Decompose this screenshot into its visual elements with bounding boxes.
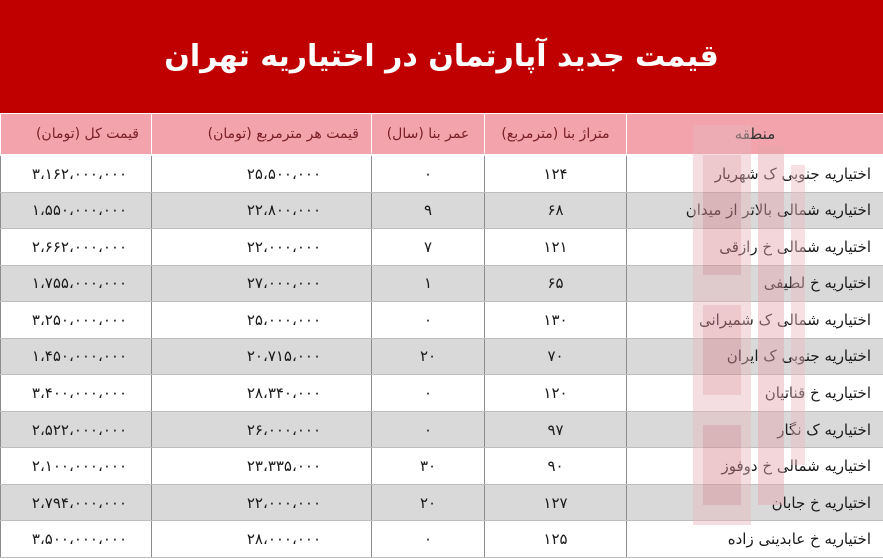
table-row xyxy=(1,484,883,521)
cell-area: ۱۲۷ xyxy=(485,484,627,521)
table-row xyxy=(1,338,883,375)
cell-region: اختیاریه جنوبی ک ایران xyxy=(627,338,883,375)
table-row xyxy=(1,521,883,558)
cell-region: اختیاریه خ لطیفی xyxy=(627,265,883,302)
cell-area: ۶۵ xyxy=(485,265,627,302)
cell-age: ۰ xyxy=(372,302,485,339)
table-row xyxy=(1,192,883,229)
cell-total-price: ۱،۵۵۰،۰۰۰،۰۰۰ xyxy=(1,192,152,229)
cell-age: ۲۰ xyxy=(372,338,485,375)
cell-price-per-meter: ۲۷،۰۰۰،۰۰۰ xyxy=(152,265,372,302)
table-row xyxy=(1,448,883,485)
table-row xyxy=(1,302,883,339)
cell-total-price: ۱،۷۵۵،۰۰۰،۰۰۰ xyxy=(1,265,152,302)
table-header-row xyxy=(1,114,883,156)
page-title: قیمت جدید آپارتمان در اختیاریه تهران xyxy=(164,39,719,74)
cell-price-per-meter: ۲۲،۰۰۰،۰۰۰ xyxy=(152,484,372,521)
cell-age: ۰ xyxy=(372,155,485,192)
cell-price-per-meter: ۲۰،۷۱۵،۰۰۰ xyxy=(152,338,372,375)
cell-price-per-meter: ۲۵،۵۰۰،۰۰۰ xyxy=(152,155,372,192)
cell-age: ۰ xyxy=(372,521,485,558)
header-total-price: قیمت کل (تومان) xyxy=(1,114,152,156)
cell-total-price: ۲،۵۲۲،۰۰۰،۰۰۰ xyxy=(1,411,152,448)
cell-total-price: ۲،۶۶۲،۰۰۰،۰۰۰ xyxy=(1,229,152,266)
header-region: منطقه xyxy=(627,114,883,156)
cell-price-per-meter: ۲۸،۳۴۰،۰۰۰ xyxy=(152,375,372,412)
table-row xyxy=(1,155,883,192)
cell-total-price: ۳،۵۰۰،۰۰۰،۰۰۰ xyxy=(1,521,152,558)
cell-price-per-meter: ۲۲،۸۰۰،۰۰۰ xyxy=(152,192,372,229)
cell-region: اختیاریه خ جابان xyxy=(627,484,883,521)
header-area: متراژ بنا (مترمربع) xyxy=(485,114,627,156)
cell-region: اختیاریه شمالی خ دوفوز xyxy=(627,448,883,485)
cell-total-price: ۳،۲۵۰،۰۰۰،۰۰۰ xyxy=(1,302,152,339)
cell-region: اختیاریه جنوبی ک شهریار xyxy=(627,155,883,192)
cell-price-per-meter: ۲۵،۰۰۰،۰۰۰ xyxy=(152,302,372,339)
cell-region: اختیاریه خ عابدینی زاده xyxy=(627,521,883,558)
cell-age: ۰ xyxy=(372,411,485,448)
cell-region: اختیاریه شمالی خ رازقی xyxy=(627,229,883,266)
cell-age: ۳۰ xyxy=(372,448,485,485)
cell-price-per-meter: ۲۶،۰۰۰،۰۰۰ xyxy=(152,411,372,448)
table-row xyxy=(1,265,883,302)
cell-price-per-meter: ۲۲،۰۰۰،۰۰۰ xyxy=(152,229,372,266)
cell-region: اختیاریه شمالی ک شمیرانی xyxy=(627,302,883,339)
cell-age: ۷ xyxy=(372,229,485,266)
price-table xyxy=(0,113,883,558)
cell-age: ۱ xyxy=(372,265,485,302)
table-row xyxy=(1,229,883,266)
cell-age: ۲۰ xyxy=(372,484,485,521)
cell-region: اختیاریه شمالی بالاتر از میدان xyxy=(627,192,883,229)
cell-area: ۹۷ xyxy=(485,411,627,448)
cell-area: ۱۲۱ xyxy=(485,229,627,266)
title-bar xyxy=(0,0,883,113)
cell-total-price: ۲،۱۰۰،۰۰۰،۰۰۰ xyxy=(1,448,152,485)
table-row xyxy=(1,411,883,448)
cell-price-per-meter: ۲۸،۰۰۰،۰۰۰ xyxy=(152,521,372,558)
cell-age: ۰ xyxy=(372,375,485,412)
cell-region: اختیاریه ک نگار xyxy=(627,411,883,448)
header-price-per-meter: قیمت هر مترمربع (تومان) xyxy=(152,114,372,156)
cell-total-price: ۲،۷۹۴،۰۰۰،۰۰۰ xyxy=(1,484,152,521)
cell-area: ۱۲۵ xyxy=(485,521,627,558)
cell-region: اختیاریه خ قناتیان xyxy=(627,375,883,412)
cell-total-price: ۳،۴۰۰،۰۰۰،۰۰۰ xyxy=(1,375,152,412)
cell-age: ۹ xyxy=(372,192,485,229)
cell-area: ۱۲۴ xyxy=(485,155,627,192)
cell-area: ۷۰ xyxy=(485,338,627,375)
header-age: عمر بنا (سال) xyxy=(372,114,485,156)
cell-total-price: ۳،۱۶۲،۰۰۰،۰۰۰ xyxy=(1,155,152,192)
cell-area: ۱۳۰ xyxy=(485,302,627,339)
cell-area: ۱۲۰ xyxy=(485,375,627,412)
table-row xyxy=(1,375,883,412)
cell-area: ۹۰ xyxy=(485,448,627,485)
cell-price-per-meter: ۲۳،۳۳۵،۰۰۰ xyxy=(152,448,372,485)
cell-area: ۶۸ xyxy=(485,192,627,229)
cell-total-price: ۱،۴۵۰،۰۰۰،۰۰۰ xyxy=(1,338,152,375)
table-body xyxy=(1,155,883,558)
